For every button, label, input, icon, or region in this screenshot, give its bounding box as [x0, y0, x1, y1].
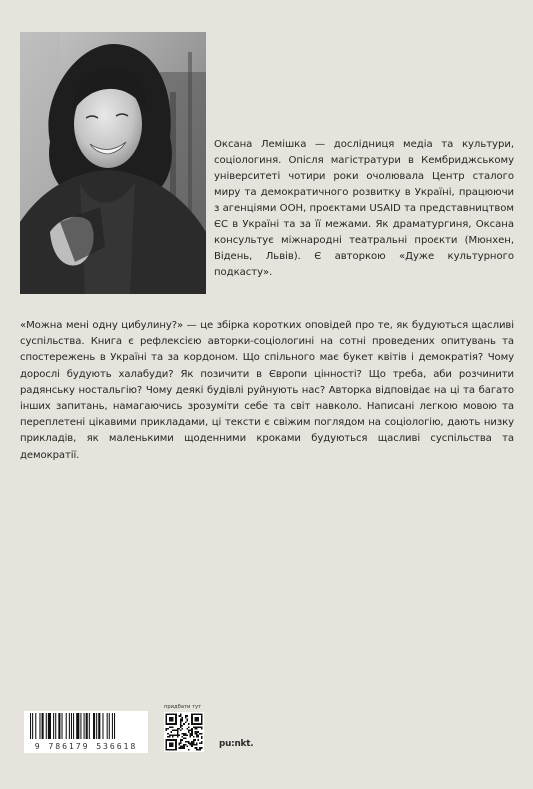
qr-caption: придбати тут [164, 704, 202, 710]
author-photo [20, 32, 206, 294]
publisher-logo: pu:nkt. [219, 739, 254, 749]
isbn-number: 9 786179 536618 [24, 740, 148, 753]
author-bio: Оксана Лемішка — дослідниця медіа та культури, соціологиня. Опісля магістратури в Кембриджському університеті чотири роки очолювала Центр сталого миру та демократичного розвитку в Україні, працюючи з агенціями ООН, проєктами USAID та представництвом ЄС в Україні та за її межами. Як драматургиня, Оксана консультує міжнародні театральні проєкти (Мюнхен, Відень, Львів). Є авторкою «Дуже культурного подкасту». [214, 139, 514, 278]
qr-code-icon [164, 712, 204, 752]
author-portrait-image [20, 32, 206, 294]
book-description: «Можна мені одну цибулину?» — це збірка коротких оповідей про те, як будуються щасливі суспільства. Книга є рефлексією авторки-соціологині на сотні проведених опитувань та спостережень в Україні та за кордоном. Що спільного має букет квітів і демократія? Чому дорослі будують халабуди? Як позичити в Європи цінності? Що треба, аби розчинити радянську ностальгію? Чому деякі будівлі руйнують нас? Авторка відповідає на ці та багато інших запитань, намагаючись зрозуміти себе та світ навколо. Написані легкою мовою та переплетені цікавими прикладами, ці тексти є свіжим поглядом на соціологію, дають низку прикладів, як маленькими щоденними кроками будуються щасливі суспільства та демократії. [20, 320, 514, 461]
barcode-bars [24, 711, 148, 741]
qr-code[interactable] [164, 712, 204, 752]
